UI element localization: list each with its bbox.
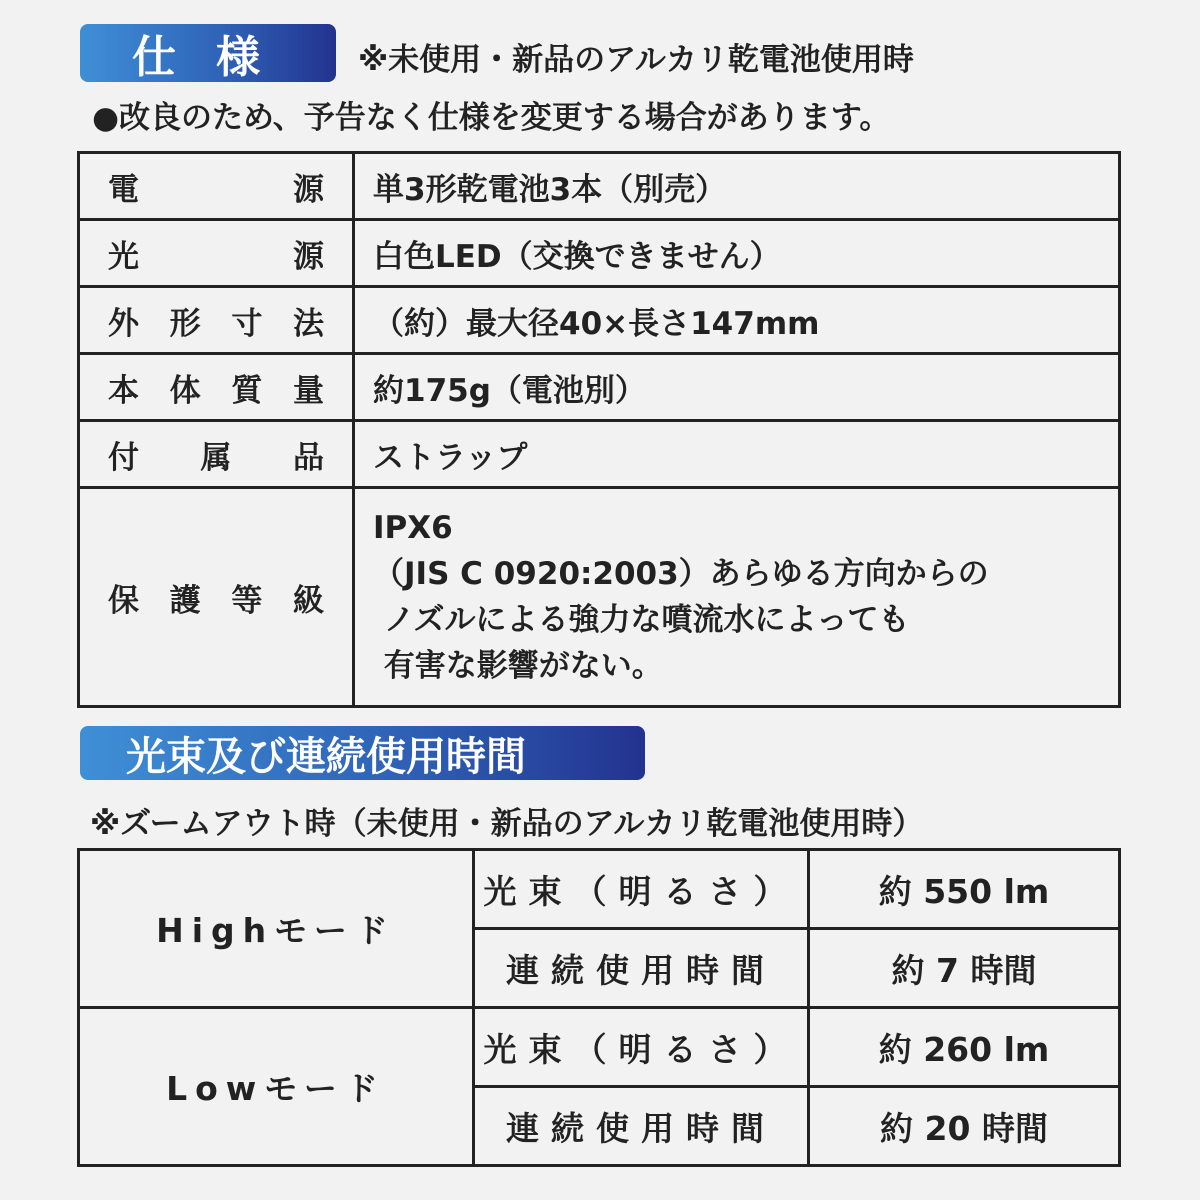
lumen-label: 光束（明るさ） [474, 1008, 809, 1087]
spec-key-label: 保 護 等 級 [108, 582, 324, 619]
protection-line: ノズルによる強力な噴流水によっても [373, 602, 910, 638]
lumen-value: 約 550 lm [809, 850, 1120, 929]
lumen-value: 約 260 lm [809, 1008, 1120, 1087]
spec-condition-note: ※未使用・新品のアルカリ乾電池使用時 [358, 42, 914, 78]
spec-value: ストラップ [354, 421, 1120, 488]
runtime-label: 連続使用時間 [474, 929, 809, 1008]
protection-line: 有害な影響がない。 [373, 648, 663, 684]
spec-key [79, 421, 354, 488]
spec-value: 白色LED（交換できません） [354, 220, 1120, 287]
spec-value [354, 488, 1120, 707]
lumen-row [79, 1008, 1120, 1087]
spec-key-label: 外 形 寸 法 [108, 305, 324, 342]
spec-value: （約）最大径40×長さ147mm [354, 287, 1120, 354]
lumen-row [79, 850, 1120, 929]
runtime-label: 連続使用時間 [474, 1087, 809, 1166]
spec-row-protection [79, 488, 1120, 707]
spec-key [79, 220, 354, 287]
spec-key-label: 電 源 [108, 171, 324, 208]
spec-key [79, 354, 354, 421]
runtime-value: 約 7 時間 [809, 929, 1120, 1008]
lumen-heading-badge: 光束及び連続使用時間 [80, 726, 645, 780]
mode-label-low: Lowモード [79, 1008, 474, 1166]
lumen-label: 光束（明るさ） [474, 850, 809, 929]
spec-row-power [79, 153, 1120, 220]
spec-row-dimensions [79, 287, 1120, 354]
spec-row-accessories [79, 421, 1120, 488]
spec-value: 約175g（電池別） [354, 354, 1120, 421]
spec-value: 単3形乾電池3本（別売） [354, 153, 1120, 220]
spec-table [77, 151, 1121, 708]
lumen-table [77, 848, 1121, 1167]
mode-label-high: Highモード [79, 850, 474, 1008]
spec-key-label: 光 源 [108, 238, 324, 275]
spec-key [79, 153, 354, 220]
runtime-value: 約 20 時間 [809, 1087, 1120, 1166]
spec-key-label: 付 属 品 [108, 439, 324, 476]
protection-line: IPX6 [373, 510, 453, 546]
spec-key [79, 287, 354, 354]
protection-line: （JIS C 0920:2003）あらゆる方向からの [373, 556, 989, 592]
spec-change-note: ●改良のため、予告なく仕様を変更する場合があります。 [92, 100, 891, 136]
spec-row-light-source [79, 220, 1120, 287]
spec-heading-badge: 仕様 [80, 24, 336, 82]
spec-key [79, 488, 354, 707]
spec-row-weight [79, 354, 1120, 421]
spec-key-label: 本 体 質 量 [108, 372, 324, 409]
lumen-condition-note: ※ズームアウト時（未使用・新品のアルカリ乾電池使用時） [90, 806, 924, 842]
